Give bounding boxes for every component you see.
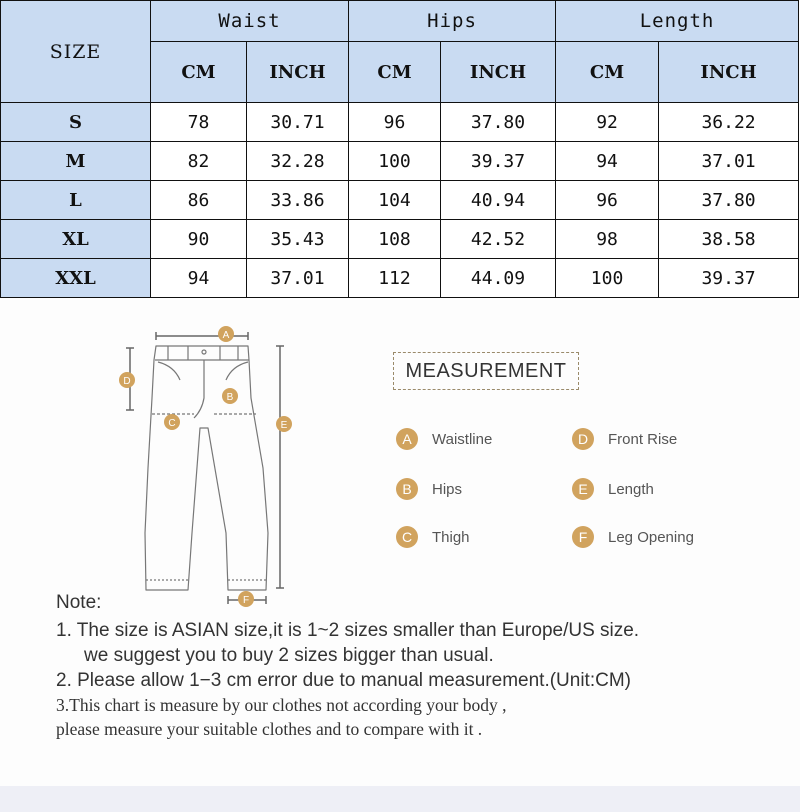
waist-inch-cell: 30.71	[247, 103, 349, 142]
length-cm-cell: 98	[556, 220, 659, 259]
length-inch-header: INCH	[659, 42, 799, 103]
pants-diagram	[108, 318, 308, 618]
legend-item-length	[572, 478, 654, 500]
marker-f: F	[242, 595, 250, 606]
badge-d: D	[572, 428, 594, 450]
length-cm-cell: 100	[556, 259, 659, 298]
badge-a: A	[396, 428, 418, 450]
waist-cm-cell: 82	[151, 142, 247, 181]
waist-cm-header: CM	[151, 42, 247, 103]
table-row	[1, 181, 799, 220]
legend-label: Leg Opening	[608, 528, 694, 546]
hips-cm-cell: 96	[349, 103, 441, 142]
table-row	[1, 220, 799, 259]
size-header: SIZE	[1, 1, 151, 103]
legend-label: Thigh	[432, 528, 470, 546]
waist-cm-cell: 90	[151, 220, 247, 259]
length-header: Length	[556, 1, 799, 42]
hips-cm-cell: 104	[349, 181, 441, 220]
hips-cm-cell: 112	[349, 259, 441, 298]
length-inch-cell: 37.80	[659, 181, 799, 220]
legend-label: Length	[608, 480, 654, 498]
legend-item-hips	[396, 478, 462, 500]
hips-inch-cell: 37.80	[441, 103, 556, 142]
table-row	[1, 103, 799, 142]
waist-header: Waist	[151, 1, 349, 42]
length-inch-cell: 37.01	[659, 142, 799, 181]
hips-header: Hips	[349, 1, 556, 42]
legend-item-leg-opening	[572, 526, 694, 548]
legend-label: Hips	[432, 480, 463, 498]
marker-b: B	[226, 392, 234, 403]
waist-inch-cell: 37.01	[247, 259, 349, 298]
size-chart-table	[0, 0, 799, 298]
measurement-title-box	[393, 352, 579, 390]
waist-inch-cell: 33.86	[247, 181, 349, 220]
hips-inch-cell: 44.09	[441, 259, 556, 298]
marker-e: E	[280, 420, 288, 431]
hips-cm-cell: 100	[349, 142, 441, 181]
note-1-continued: we suggest you to buy 2 sizes bigger than usual.	[84, 645, 494, 666]
hips-inch-cell: 40.94	[441, 181, 556, 220]
marker-c: C	[168, 418, 176, 429]
length-inch-cell: 36.22	[659, 103, 799, 142]
notes-heading: Note:	[56, 592, 102, 613]
length-inch-cell: 38.58	[659, 220, 799, 259]
hips-inch-cell: 39.37	[441, 142, 556, 181]
hips-inch-header: INCH	[441, 42, 556, 103]
length-cm-cell: 94	[556, 142, 659, 181]
notes-section	[56, 592, 796, 741]
waist-cm-cell: 86	[151, 181, 247, 220]
badge-b: B	[396, 478, 418, 500]
note-3: 3.This chart is measure by our clothes not according your body ,	[56, 695, 507, 715]
legend-item-front-rise	[572, 428, 677, 450]
length-cm-header: CM	[556, 42, 659, 103]
hips-cm-cell: 108	[349, 220, 441, 259]
legend-label: Waistline	[432, 430, 493, 448]
length-inch-cell: 39.37	[659, 259, 799, 298]
waist-inch-cell: 32.28	[247, 142, 349, 181]
legend-item-thigh	[396, 526, 470, 548]
badge-f: F	[572, 526, 594, 548]
size-cell: L	[1, 181, 151, 220]
badge-e: E	[572, 478, 594, 500]
hips-cm-header: CM	[349, 42, 441, 103]
size-cell: S	[1, 103, 151, 142]
length-cm-cell: 92	[556, 103, 659, 142]
hips-inch-cell: 42.52	[441, 220, 556, 259]
legend-label: Front Rise	[608, 430, 678, 448]
badge-c: C	[396, 526, 418, 548]
table-row	[1, 142, 799, 181]
legend-item-waistline	[396, 428, 492, 450]
waist-inch-header: INCH	[247, 42, 349, 103]
measurement-title: MEASUREMENT	[405, 359, 567, 382]
length-cm-cell: 96	[556, 181, 659, 220]
note-2: 2. Please allow 1−3 cm error due to manual measurement.(Unit:CM)	[56, 670, 631, 691]
note-1: 1. The size is ASIAN size,it is 1~2 sizes smaller than Europe/US size.	[56, 620, 640, 641]
waist-cm-cell: 78	[151, 103, 247, 142]
waist-cm-cell: 94	[151, 259, 247, 298]
size-cell: XXL	[1, 259, 151, 298]
size-cell: XL	[1, 220, 151, 259]
bottom-strip	[0, 786, 800, 812]
size-cell: M	[1, 142, 151, 181]
marker-d: D	[123, 376, 131, 387]
note-3-continued: please measure your suitable clothes and to compare with it .	[56, 719, 483, 739]
waist-inch-cell: 35.43	[247, 220, 349, 259]
table-row	[1, 259, 799, 298]
marker-a: A	[222, 330, 230, 341]
